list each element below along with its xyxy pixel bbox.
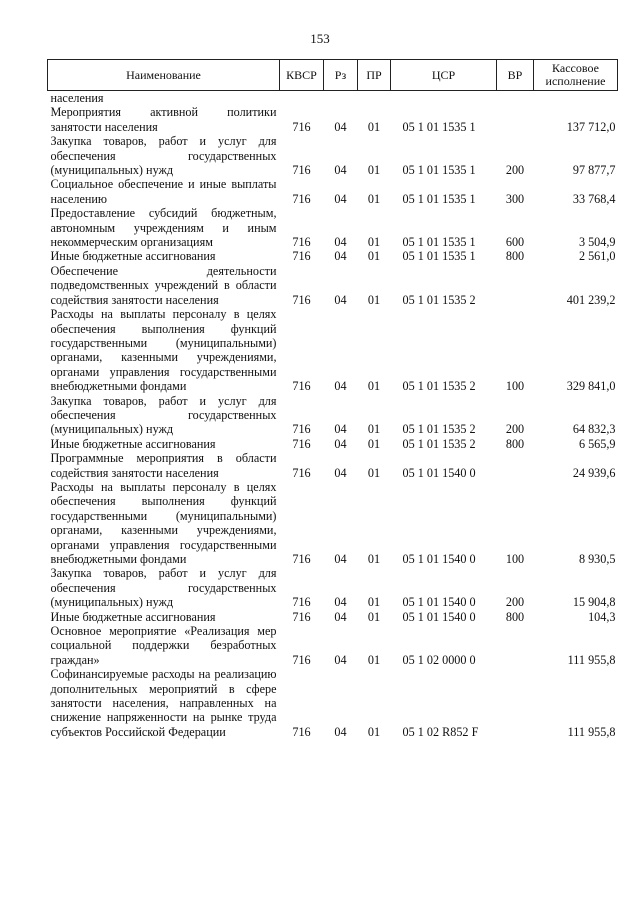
cell-name: Иные бюджетные ассигнования	[50, 436, 216, 451]
cell-vr: 200	[505, 163, 525, 178]
cell-sum: 15 904,8	[572, 595, 616, 610]
cell-rz: 04	[334, 436, 347, 451]
cell-csr: 05 1 01 1540 0	[402, 465, 476, 480]
cell-pr: 01	[367, 163, 381, 178]
table-row	[48, 264, 618, 307]
cell-vr: 200	[505, 422, 525, 437]
cell-kvsr: 716	[292, 249, 311, 264]
table-row	[48, 134, 618, 177]
table-body	[48, 91, 618, 740]
cell-vr: 800	[505, 436, 525, 451]
cell-sum: 24 939,6	[572, 465, 616, 480]
page-number: 153	[310, 31, 330, 46]
cell-sum: 111 955,8	[567, 652, 616, 667]
cell-pr: 01	[367, 422, 381, 437]
cell-pr: 01	[367, 292, 381, 307]
cell-vr: 800	[505, 609, 525, 624]
cell-sum: 2 561,0	[578, 249, 616, 264]
cell-name: Расходы на выплаты персоналу в целях обеспечения выполнения функций государственными (муниципальными) органами, казенными учреждениями, органами управления государственными внебюджетными фондами	[50, 307, 277, 394]
table-row	[48, 624, 618, 667]
header-csr: ЦСР	[391, 60, 497, 91]
cell-vr	[497, 624, 534, 667]
cell-name: Социальное обеспечение и иные выплаты населению	[50, 177, 277, 206]
table-row	[48, 394, 618, 437]
cell-name: Обеспечение деятельности подведомственных учреждений в области содействия занятости населения	[50, 263, 277, 307]
table-row	[48, 177, 618, 206]
cell-kvsr	[280, 91, 324, 106]
cell-sum: 401 239,2	[566, 292, 616, 307]
cell-rz: 04	[334, 119, 347, 134]
cell-vr: 200	[505, 595, 525, 610]
cell-rz: 04	[334, 652, 347, 667]
cell-rz: 04	[334, 235, 347, 250]
cell-vr	[497, 667, 534, 739]
table-row	[48, 566, 618, 609]
cell-sum: 6 565,9	[578, 436, 616, 451]
cell-name: Предоставление субсидий бюджетным, автономным учреждениям и иным некоммерческим организациям	[50, 206, 277, 250]
cell-vr	[497, 264, 534, 307]
table-row	[48, 307, 618, 393]
cell-kvsr: 716	[292, 163, 311, 178]
cell-vr: 800	[505, 249, 525, 264]
cell-pr: 01	[367, 552, 381, 566]
cell-csr: 05 1 01 1540 0	[402, 552, 476, 566]
table-row	[48, 667, 618, 739]
cell-name: Закупка товаров, работ и услуг для обеспечения государственных (муниципальных) нужд	[50, 566, 277, 610]
cell-pr: 01	[367, 609, 381, 624]
cell-pr: 01	[367, 724, 381, 739]
cell-name: населения	[50, 91, 104, 105]
cell-csr: 05 1 02 0000 0	[402, 652, 476, 667]
table-row	[48, 105, 618, 134]
header-pr: ПР	[358, 60, 391, 91]
cell-vr: 300	[505, 191, 525, 206]
cell-csr: 05 1 01 1535 2	[402, 379, 476, 394]
cell-name: Закупка товаров, работ и услуг для обеспечения государственных (муниципальных) нужд	[50, 393, 277, 437]
cell-kvsr: 716	[292, 292, 311, 307]
header-vr: ВР	[497, 60, 534, 91]
cell-sum: 8 930,5	[578, 552, 616, 566]
cell-kvsr: 716	[292, 235, 311, 250]
table-row	[48, 206, 618, 249]
cell-kvsr: 716	[292, 191, 311, 206]
cell-csr: 05 1 01 1535 1	[402, 249, 476, 264]
cell-csr: 05 1 01 1535 1	[402, 163, 476, 178]
cell-csr: 05 1 01 1540 0	[402, 595, 476, 610]
cell-name: Закупка товаров, работ и услуг для обеспечения государственных (муниципальных) нужд	[50, 134, 277, 178]
cell-rz: 04	[334, 465, 347, 480]
table-row	[48, 480, 618, 566]
cell-rz: 04	[334, 724, 347, 739]
header-kvsr: КВСР	[280, 60, 324, 91]
cell-csr	[391, 91, 497, 106]
cell-pr: 01	[367, 379, 381, 394]
cell-kvsr: 716	[292, 724, 311, 739]
cell-kvsr: 716	[292, 595, 311, 610]
cell-vr: 100	[505, 552, 525, 566]
cell-vr	[497, 105, 534, 134]
cell-csr: 05 1 01 1535 2	[402, 292, 476, 307]
cell-pr: 01	[367, 436, 381, 451]
cell-rz: 04	[334, 379, 347, 394]
cell-rz: 04	[334, 552, 347, 566]
table-row	[48, 249, 618, 263]
cell-rz: 04	[334, 249, 347, 264]
cell-sum: 3 504,9	[578, 235, 616, 250]
cell-csr: 05 1 01 1540 0	[402, 609, 476, 624]
table-header	[48, 60, 618, 91]
table-row	[48, 451, 618, 480]
cell-pr: 01	[367, 191, 381, 206]
cell-pr	[358, 91, 391, 106]
cell-kvsr: 716	[292, 119, 311, 134]
cell-sum: 329 841,0	[566, 379, 616, 394]
cell-kvsr: 716	[292, 652, 311, 667]
cell-sum: 64 832,3	[572, 422, 616, 437]
cell-csr: 05 1 01 1535 1	[402, 119, 476, 134]
table-row	[48, 91, 618, 106]
cell-rz: 04	[334, 595, 347, 610]
cell-sum: 111 955,8	[567, 724, 616, 739]
cell-vr	[497, 91, 534, 106]
cell-csr: 05 1 01 1535 2	[402, 436, 476, 451]
cell-pr: 01	[367, 465, 381, 480]
budget-table	[47, 59, 618, 739]
cell-kvsr: 716	[292, 422, 311, 437]
cell-sum: 97 877,7	[572, 163, 616, 178]
cell-vr: 600	[505, 235, 525, 250]
cell-sum	[534, 91, 618, 106]
cell-csr: 05 1 01 1535 1	[402, 191, 476, 206]
cell-csr: 05 1 01 1535 1	[402, 235, 476, 250]
cell-rz	[324, 91, 358, 106]
cell-rz: 04	[334, 191, 347, 206]
cell-name: Иные бюджетные ассигнования	[50, 249, 216, 264]
cell-kvsr: 716	[292, 552, 311, 566]
cell-name: Расходы на выплаты персоналу в целях обеспечения выполнения функций государственными (муниципальными) органами, казенными учреждениями, органами управления государственными внебюджетными фондами	[50, 479, 277, 566]
cell-rz: 04	[334, 422, 347, 437]
header-sum: Кассовое исполнение	[534, 60, 618, 91]
table-row	[48, 610, 618, 624]
cell-vr: 100	[505, 379, 525, 394]
cell-pr: 01	[367, 235, 381, 250]
cell-name: Программные мероприятия в области содействия занятости населения	[50, 451, 277, 480]
header-rz: Рз	[324, 60, 358, 91]
cell-rz: 04	[334, 609, 347, 624]
cell-rz: 04	[334, 292, 347, 307]
cell-name: Софинансируемые расходы на реализацию дополнительных мероприятий в сфере занятости населения, направленных на снижение напряженности на рынке труда субъектов Российской Федерации	[50, 667, 277, 739]
cell-kvsr: 716	[292, 609, 311, 624]
cell-pr: 01	[367, 595, 381, 610]
cell-sum: 137 712,0	[566, 119, 616, 134]
cell-name: Основное мероприятие «Реализация мер социальной поддержки безработных граждан»	[50, 624, 277, 667]
cell-kvsr: 716	[292, 436, 311, 451]
cell-sum: 33 768,4	[572, 191, 616, 206]
header-name: Наименование	[48, 60, 280, 91]
cell-pr: 01	[367, 652, 381, 667]
cell-kvsr: 716	[292, 465, 311, 480]
cell-name: Иные бюджетные ассигнования	[50, 609, 216, 624]
cell-csr: 05 1 02 R852 F	[402, 724, 479, 739]
cell-vr	[497, 451, 534, 480]
cell-name: Мероприятия активной политики занятости населения	[50, 105, 277, 134]
cell-kvsr: 716	[292, 379, 311, 394]
cell-sum: 104,3	[588, 609, 616, 624]
cell-pr: 01	[367, 119, 381, 134]
cell-rz: 04	[334, 163, 347, 178]
cell-pr: 01	[367, 249, 381, 264]
cell-csr: 05 1 01 1535 2	[402, 422, 476, 437]
table-row	[48, 437, 618, 451]
